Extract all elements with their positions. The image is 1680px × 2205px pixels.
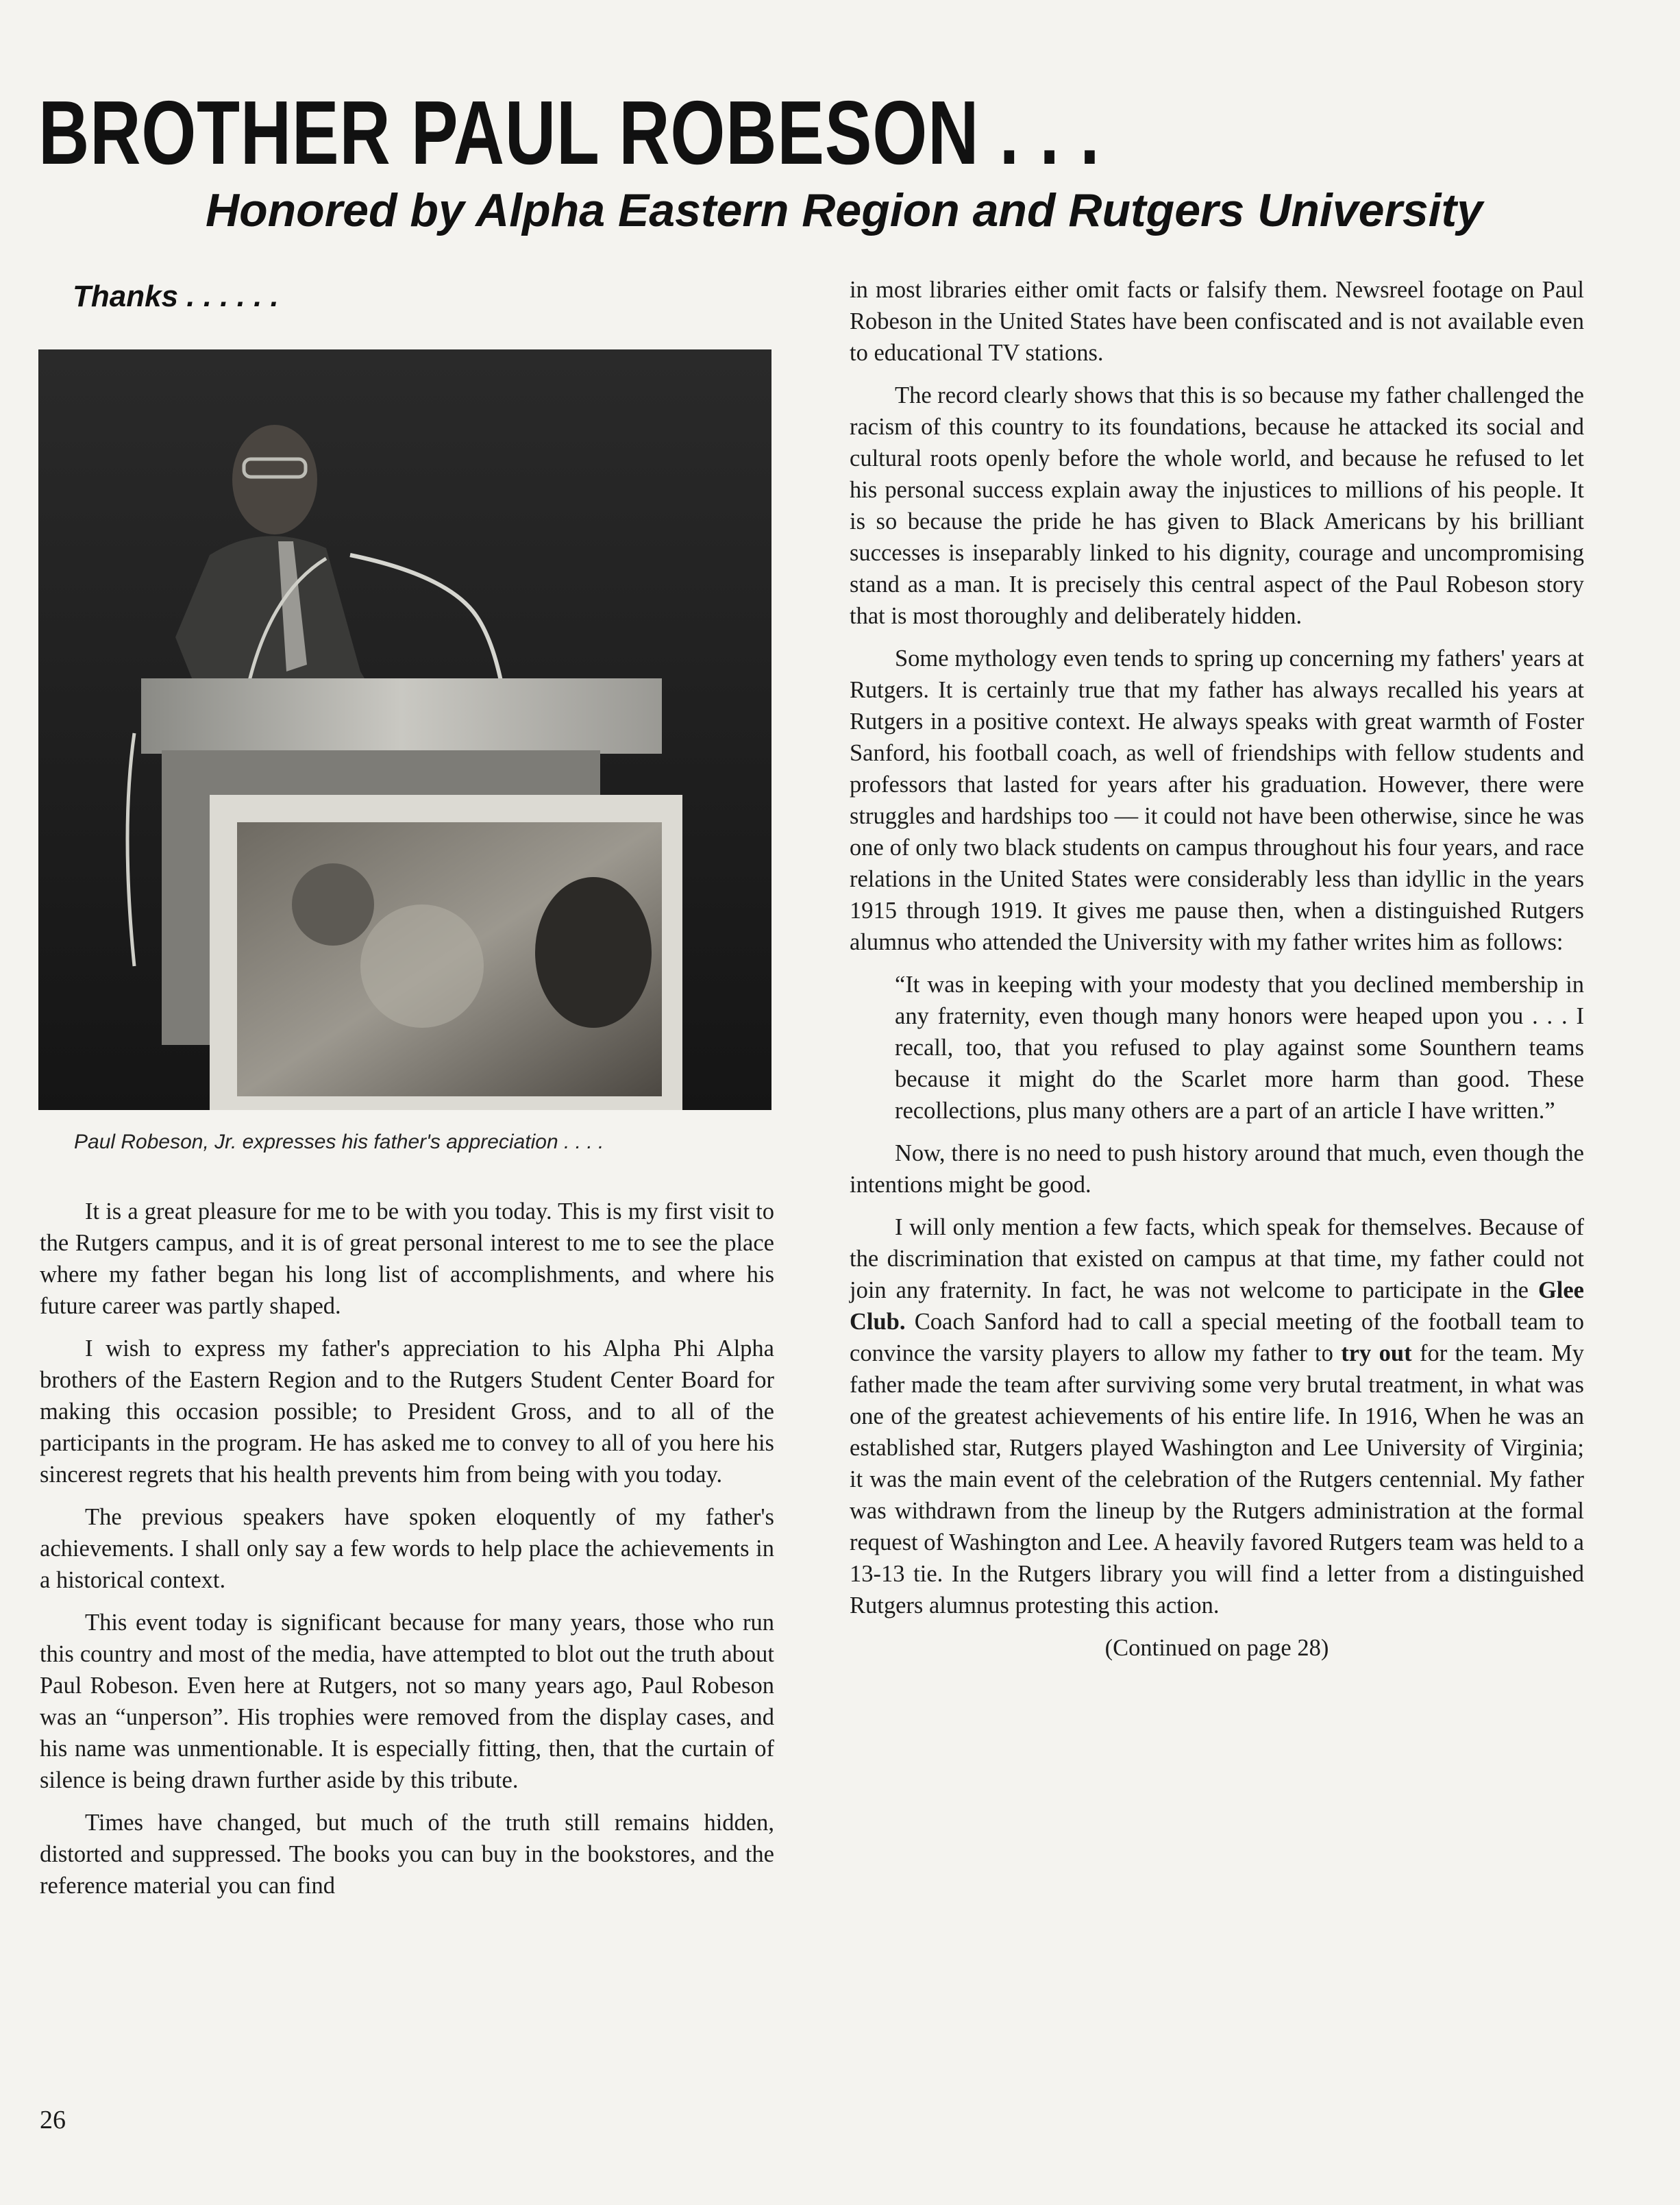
article-subtitle: Honored by Alpha Eastern Region and Rutgers University [206, 184, 1483, 236]
bold-text: try out [1341, 1340, 1412, 1366]
right-column [850, 274, 1584, 1675]
paragraph: Now, there is no need to push history around that much, even though the intentions might be good. [850, 1140, 1584, 1198]
page-number: 26 [40, 2106, 66, 2134]
paragraph [850, 1211, 1584, 1621]
bold-text: Glee Club. [850, 1277, 1584, 1335]
paragraph: Some mythology even tends to spring up concerning my fathers' years at Rutgers. It is certainly true that my father has always recalled his years at Rutgers in a positive context. He always speaks with great warmth of Foster Sanford, his football coach, as well of friendships with fellow students and professors that lasted for years after his graduation. However, there were struggles and hardships too — it could not have been otherwise, since he was one of only two black students on campus throughout his four years, and race relations in the United States were considerably less than idyllic in the years 1915 through 1919. It gives me pause then, when a distinguished Rutgers alumnus who attended the University with my father writes him as follows: [850, 645, 1584, 955]
paragraph-continuation: in most libraries either omit facts or falsify them. Newsreel footage on Paul Robeson in the United States have been confiscated and is not available even to educational TV stations. [850, 277, 1584, 366]
speaker-photo [38, 349, 771, 1110]
paragraph: This event today is significant because for many years, those who run this country and most of the media, have attempted to blot out the truth about Paul Robeson. Even here at Rutgers, not so many years ago, Paul Robeson was an “unperson”. His trophies were removed from the display cases, and his name was unmentionable. It is especially fitting, then, that the curtain of silence is being drawn further aside by this tribute. [40, 1610, 774, 1793]
paragraph: I wish to express my father's appreciation to his Alpha Phi Alpha brothers of the Eastern Region and to the Rutgers Student Center Board for making this occasion possible; to President Gross, and to all of the participants in the program. He has asked me to convey to all of you here his sincerest regrets that his health prevents him from being with you today. [40, 1335, 774, 1488]
text-run: for the team. My father made the team after surviving some very brutal treatment, in what was one of the greatest achievements of his entire life. In 1916, When he was an established star, Rutgers played Washington and Lee University of Virginia; it was the main event of the celebration of the Rutgers centennial. My father was withdrawn from the lineup by the Rutgers administration at the formal request of Washington and Lee. A heavily favored Rutgers team was held to a 13-13 tie. In the Rutgers library you will find a letter from a distinguished Rutgers alumnus protesting this action. [850, 1340, 1584, 1618]
photo-caption: Paul Robeson, Jr. expresses his father's appreciation . . . . [74, 1131, 604, 1153]
paragraph: It is a great pleasure for me to be with you today. This is my first visit to the Rutgers campus, and it is of great personal interest to me to see the place where my father began his long list of accomplishments, and where his future career was partly shaped. [40, 1198, 774, 1319]
left-column [40, 1196, 774, 1912]
article-title: BROTHER PAUL ROBESON . . . [38, 82, 1100, 183]
continued-note: (Continued on page 28) [1104, 1635, 1329, 1661]
alumnus-quote: “It was in keeping with your modesty that you declined membership in any fraternity, even though many honors were heaped upon you . . . I recall, too, that you refused to play against some Sounthern teams because it might do the Scarlet more harm than good. These recollections, plus many others are a part of an article I have written.” [895, 972, 1584, 1124]
paragraph: Times have changed, but much of the truth still remains hidden, distorted and suppressed. The books you can buy in the bookstores, and the reference material you can find [40, 1810, 774, 1899]
text-run: Coach Sanford had to call a special meeting of the football team to convince the varsity players to allow my father to [850, 1309, 1584, 1366]
paragraph: The record clearly shows that this is so because my father challenged the racism of this country to its foundations, because he attacked its social and cultural roots openly before the whole world, and because he refused to let his personal success explain away the injustices to millions of his people. It is so because the pride he has given to Black Americans by his brilliant successes is inseparably linked to his dignity, courage and uncompromising stand as a man. It is precisely this central aspect of the Paul Robeson story that is most thoroughly and deliberately hidden. [850, 382, 1584, 629]
section-kicker: Thanks . . . . . . [73, 280, 279, 313]
text-run: I will only mention a few facts, which speak for themselves. Because of the discrimination that existed on campus at that time, my father could not join any fraternity. In fact, he was not welcome to participate in the [850, 1214, 1584, 1303]
paragraph: The previous speakers have spoken eloquently of my father's achievements. I shall only say a few words to help place the achievements in a historical context. [40, 1504, 774, 1593]
